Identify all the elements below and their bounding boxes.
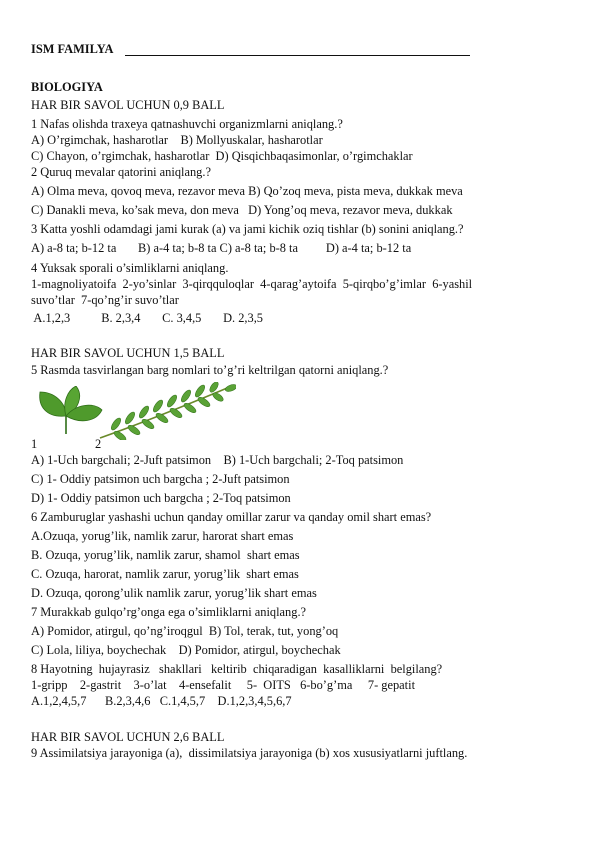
question-5: 5 Rasmda tasvirlangan barg nomlari to’g’ri keltrilgan qatorni aniqlang.?: [31, 363, 389, 377]
q5-option-c: C) 1- Oddiy patsimon uch bargcha ; 2-Juft patsimon: [31, 472, 290, 486]
q6-option-c: C. Ozuqa, harorat, namlik zarur, yorug’lik shart emas: [31, 567, 299, 581]
question-2: 2 Quruq mevalar qatorini aniqlang.?: [31, 165, 211, 179]
section-header-1: HAR BIR SAVOL UCHUN 0,9 BALL: [31, 98, 225, 112]
section-header-3: HAR BIR SAVOL UCHUN 2,6 BALL: [31, 730, 225, 744]
question-7: 7 Murakkab gulqo’rg’onga ega o’simliklarni aniqlang.?: [31, 605, 307, 619]
q7-options-cd: C) Lola, liliya, boychechak D) Pomidor, atirgul, boychechak: [31, 643, 341, 657]
figure-label-2: 2: [95, 437, 102, 451]
q7-options-ab: A) Pomidor, atirgul, qo’ng’iroqgul B) Tol, terak, tut, yong’oq: [31, 624, 339, 638]
q1-options-cd: C) Chayon, o’rgimchak, hasharotlar D) Qisqichbaqasimonlar, o’rgimchaklar: [31, 149, 413, 163]
figure-label-1: 1: [31, 437, 38, 451]
q2-options-ab: A) Olma meva, qovoq meva, rezavor meva B) Qo’zoq meva, pista meva, dukkak meva: [31, 184, 463, 198]
q4-options: A.1,2,3 B. 2,3,4 C. 3,4,5 D. 2,3,5: [31, 311, 263, 325]
q5-options-ab: A) 1-Uch bargchali; 2-Juft patsimon B) 1-Uch bargchali; 2-Toq patsimon: [31, 453, 404, 467]
q8-items: 1-gripp 2-gastrit 3-o’lat 4-ensefalit 5- OITS 6-bo’g’ma 7- gepatit: [31, 678, 416, 692]
question-6: 6 Zamburuglar yashashi uchun qanday omillar zarur va qanday omil shart emas?: [31, 510, 432, 524]
pinnate-leaf-image: [96, 382, 236, 440]
name-label: ISM FAMILYA: [31, 42, 114, 56]
question-8: 8 Hayotning hujayrasiz shakllari keltirib chiqaradigan kasalliklarni belgilang?: [31, 662, 443, 676]
question-3: 3 Kattа yoshli odamdagi jami kurak (a) va jami kichik oziq tishlar (b) sonini aniqlang.?: [31, 222, 464, 236]
subject-title: BIOLOGIYA: [31, 80, 103, 94]
name-underline[interactable]: [125, 55, 470, 56]
q2-options-cd: C) Danakli meva, ko’sak meva, don meva D) Yong’oq meva, rezavor meva, dukkak: [31, 203, 453, 217]
q6-option-d: D. Ozuqa, qorong’ulik namlik zarur, yorug’lik shart emas: [31, 586, 317, 600]
question-1: 1 Nafas olishda traxeya qatnashuvchi organizmlarni aniqlang.?: [31, 117, 343, 131]
q4-items-1: 1-magnoliyatoifa 2-yo’sinlar 3-qirqquloqlar 4-qarag’aytoifa 5-qirqbo’g’imlar 6-yashil: [31, 277, 473, 291]
question-9: 9 Assimilatsiya jarayoniga (a), dissimilatsiya jarayoniga (b) xos xususiyatlarni juftlang.: [31, 746, 468, 760]
q4-items-2: suvo’tlar 7-qo’ng’ir suvo’tlar: [31, 293, 179, 307]
q5-option-d: D) 1- Oddiy patsimon uch bargcha ; 2-Toq patsimon: [31, 491, 291, 505]
section-header-2: HAR BIR SAVOL UCHUN 1,5 BALL: [31, 346, 225, 360]
q6-option-a: A.Ozuqa, yorug’lik, namlik zarur, harorat shart emas: [31, 529, 294, 543]
q3-options: A) a-8 ta; b-12 ta B) a-4 ta; b-8 ta C) a-8 ta; b-8 ta D) a-4 ta; b-12 ta: [31, 241, 412, 255]
q8-options: A.1,2,4,5,7 B.2,3,4,6 C.1,4,5,7 D.1,2,3,4,5,6,7: [31, 694, 292, 708]
q1-options-ab: A) O’rgimchak, hasharotlar B) Mollyuskalar, hasharotlar: [31, 133, 323, 147]
q6-option-b: B. Ozuqa, yorug’lik, namlik zarur, shamol shart emas: [31, 548, 300, 562]
question-4: 4 Yuksak sporali o’simliklarni aniqlang.: [31, 261, 229, 275]
